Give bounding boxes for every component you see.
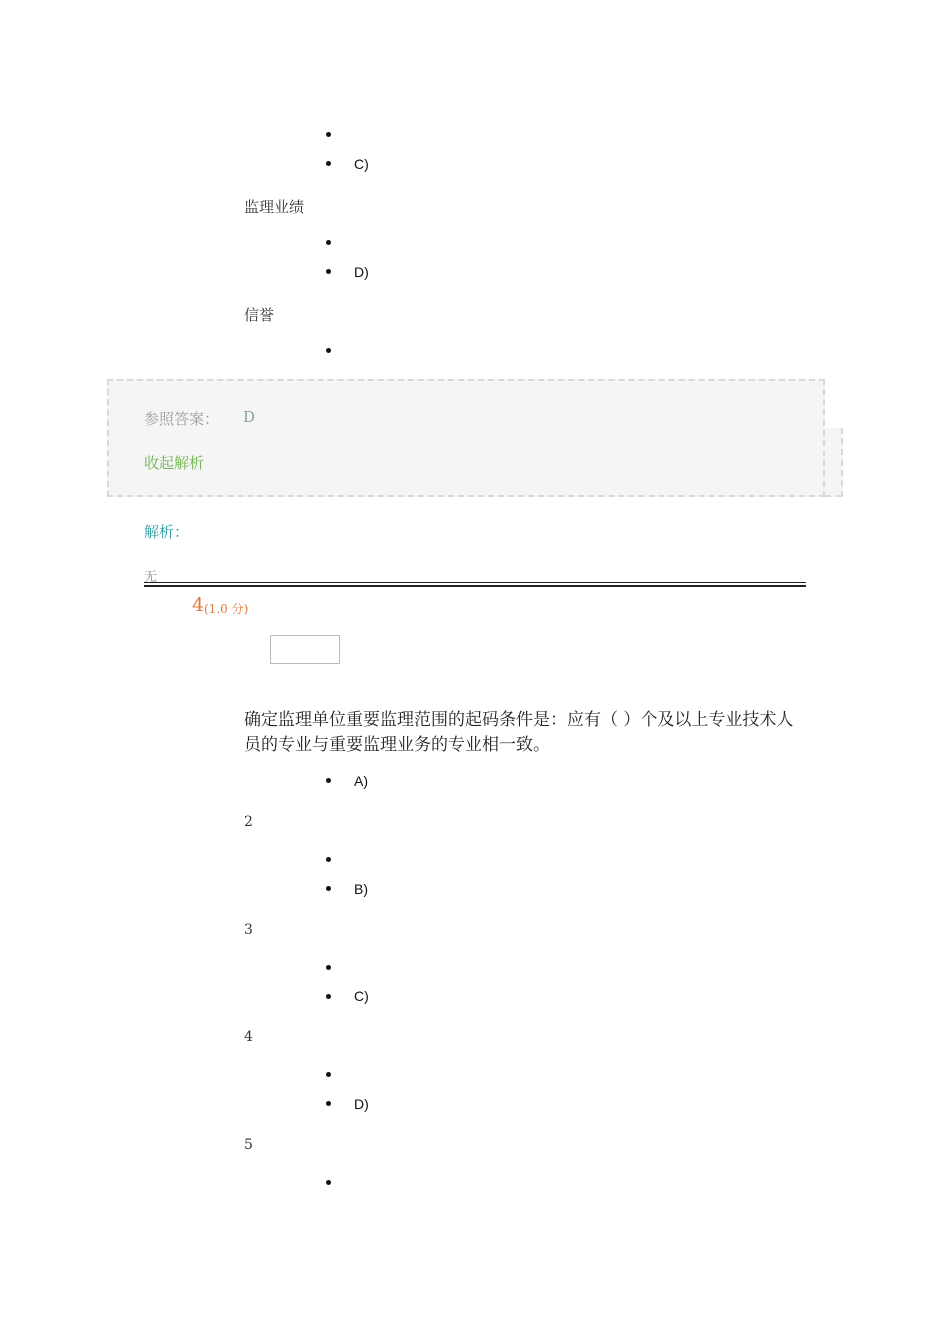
option-c-key[interactable]: C) — [354, 988, 369, 1004]
option-d-text: 信誉 — [244, 306, 275, 324]
bullet — [326, 132, 331, 137]
analysis-title: 解析： — [144, 523, 190, 541]
option-b-text: 3 — [244, 922, 253, 938]
analysis-body: 无 — [144, 570, 158, 585]
bullet — [326, 1072, 331, 1077]
option-a-key[interactable]: A) — [354, 773, 368, 789]
divider — [144, 582, 806, 583]
answer-panel-edge — [825, 428, 843, 497]
bullet — [326, 1101, 331, 1106]
bullet — [326, 348, 331, 353]
bullet — [326, 269, 331, 274]
answer-input[interactable] — [270, 635, 340, 664]
option-c-key: C) — [354, 156, 369, 172]
bullet — [326, 1180, 331, 1185]
option-c-text: 4 — [244, 1029, 253, 1045]
question-score: (1.0 分) — [204, 602, 249, 616]
divider — [144, 585, 806, 587]
bullet — [326, 994, 331, 999]
option-a-text: 2 — [244, 814, 253, 830]
option-d-key: D) — [354, 264, 369, 280]
option-d-key[interactable]: D) — [354, 1096, 369, 1112]
bullet — [326, 240, 331, 245]
answer-panel — [107, 379, 825, 497]
question-number: 4 — [192, 594, 205, 616]
bullet — [326, 857, 331, 862]
collapse-analysis-link[interactable]: 收起解析 — [144, 454, 205, 472]
bullet — [326, 778, 331, 783]
bullet — [326, 161, 331, 166]
option-d-text: 5 — [244, 1137, 253, 1153]
bullet — [326, 965, 331, 970]
bullet — [326, 886, 331, 891]
reference-answer-value: D — [243, 408, 256, 426]
reference-answer-label: 参照答案： — [144, 410, 220, 428]
question-text: 确定监理单位重要监理范围的起码条件是：应有（ ）个及以上专业技术人员的专业与重要监理业务的专业相一致。 — [244, 710, 794, 755]
option-c-text: 监理业绩 — [244, 198, 305, 216]
option-b-key[interactable]: B) — [354, 881, 368, 897]
